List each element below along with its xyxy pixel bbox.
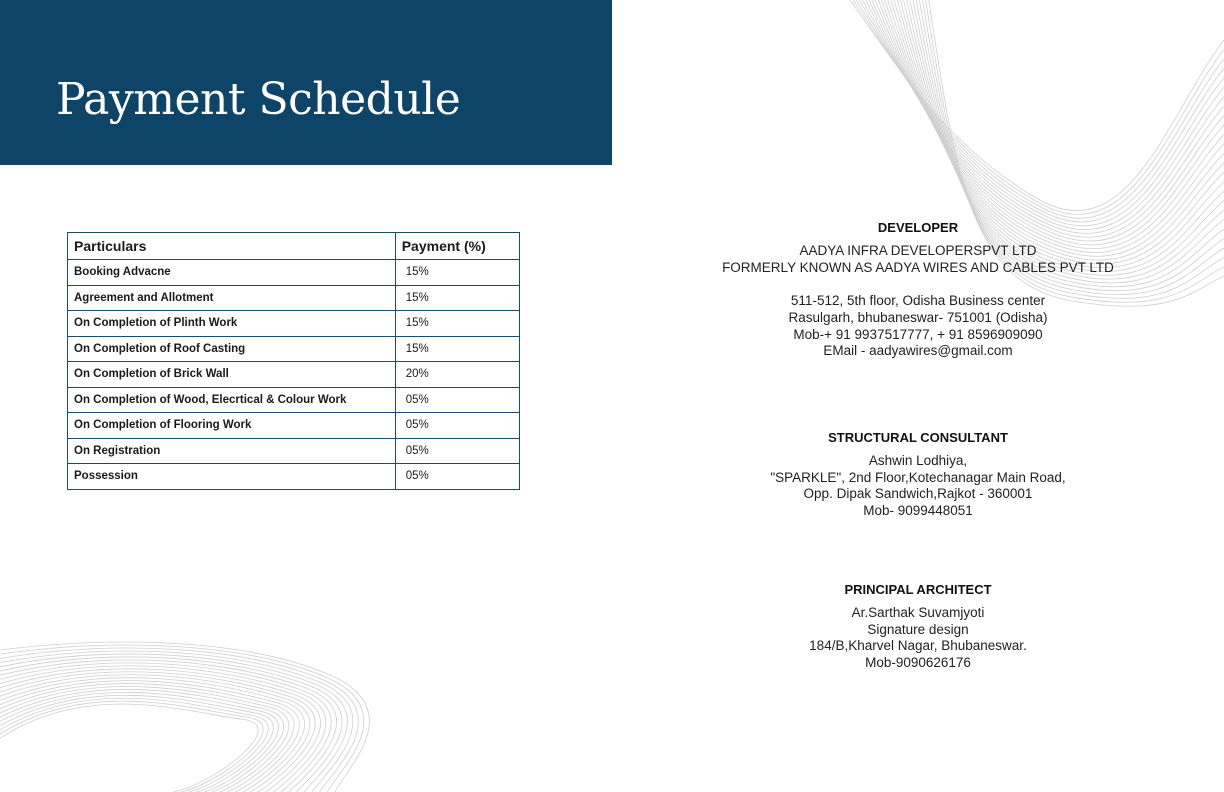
wave-line: [0, 654, 347, 792]
principal-architect-block: [612, 581, 1224, 672]
particular-cell: On Completion of Wood, Elecrtical & Colour Work: [68, 387, 396, 413]
structural-consultant-name: Ashwin Lodhiya,: [868, 453, 968, 468]
wave-line: [0, 692, 279, 792]
wave-line: [0, 666, 326, 792]
particular-cell: On Completion of Roof Casting: [68, 336, 396, 362]
payment-cell: 15%: [395, 260, 519, 286]
wave-line: [0, 687, 289, 792]
particular-cell: On Completion of Plinth Work: [68, 311, 396, 337]
principal-architect-address: 184/B,Kharvel Nagar, Bhubaneswar.: [809, 638, 1027, 654]
wave-line: [0, 678, 305, 792]
payment-cell: 05%: [395, 438, 519, 464]
developer-company-name: AADYA INFRA DEVELOPERSPVT LTD: [799, 243, 1037, 258]
table-header-row: [68, 233, 520, 260]
table-row: [68, 311, 520, 337]
wave-line: [0, 648, 358, 792]
wave-line: [0, 698, 268, 792]
title-banner: [0, 0, 612, 165]
particular-cell: On Completion of Brick Wall: [68, 362, 396, 388]
table-row: [68, 260, 520, 286]
wave-line: [0, 689, 284, 792]
column-header-payment: Payment (%): [395, 233, 519, 260]
wave-line: [0, 672, 315, 792]
payment-cell: 20%: [395, 362, 519, 388]
structural-consultant-address-line-2: Opp. Dipak Sandwich,Rajkot - 360001: [803, 486, 1033, 502]
table-row: [68, 362, 520, 388]
wave-line: [0, 642, 369, 792]
principal-architect-name: Ar.Sarthak Suvamjyoti: [851, 605, 985, 620]
developer-former-name: FORMERLY KNOWN AS AADYA WIRES AND CABLES PVT LTD: [722, 259, 1114, 275]
table-row: [68, 387, 520, 413]
payment-cell: 15%: [395, 311, 519, 337]
table-row: [68, 285, 520, 311]
particular-cell: Booking Advacne: [68, 260, 396, 286]
payment-cell: 15%: [395, 336, 519, 362]
developer-heading: DEVELOPER: [877, 220, 959, 235]
developer-phone: Mob-+ 91 9937517777, + 91 8596909090: [793, 326, 1043, 342]
payment-cell: 15%: [395, 285, 519, 311]
table-row: [68, 464, 520, 490]
particular-cell: On Registration: [68, 438, 396, 464]
table-row: [68, 413, 520, 439]
wave-line: [0, 657, 342, 792]
wave-line: [0, 695, 273, 792]
principal-architect-heading: PRINCIPAL ARCHITECT: [844, 582, 992, 597]
developer-spacer: [612, 276, 1224, 293]
structural-consultant-heading: STRUCTURAL CONSULTANT: [828, 430, 1008, 445]
wave-line: [0, 681, 299, 792]
payment-cell: 05%: [395, 464, 519, 490]
particular-cell: Possession: [68, 464, 396, 490]
principal-architect-phone: Mob-9090626176: [865, 655, 971, 671]
payment-cell: 05%: [395, 413, 519, 439]
principal-architect-firm: Signature design: [867, 621, 969, 637]
developer-email: EMail - aadyawires@gmail.com: [823, 343, 1013, 359]
wave-line: [0, 704, 258, 792]
particular-cell: Agreement and Allotment: [68, 285, 396, 311]
structural-consultant-address-line-1: "SPARKLE", 2nd Floor,Kotechanagar Main Road,: [770, 469, 1066, 485]
payment-cell: 05%: [395, 387, 519, 413]
structural-consultant-phone: Mob- 9099448051: [863, 503, 973, 519]
wave-line: [0, 701, 263, 792]
table-row: [68, 438, 520, 464]
table-row: [68, 336, 520, 362]
particular-cell: On Completion of Flooring Work: [68, 413, 396, 439]
wave-line: [0, 651, 353, 792]
developer-block: [612, 219, 1224, 360]
column-header-particulars: Particulars: [68, 233, 396, 260]
payment-schedule-table: [67, 232, 520, 490]
wave-line: [0, 684, 294, 792]
contacts-panel: [612, 0, 1224, 792]
page-title: Payment Schedule: [56, 74, 461, 125]
wave-line: [0, 645, 364, 792]
developer-address-line-1: 511-512, 5th floor, Odisha Business center: [790, 293, 1046, 309]
wave-line: [0, 675, 310, 792]
decorative-wave-lines-bottom-left: [0, 630, 380, 792]
wave-line: [0, 663, 331, 792]
developer-address-line-2: Rasulgarh, bhubaneswar- 751001 (Odisha): [788, 309, 1048, 325]
structural-consultant-block: [612, 429, 1224, 520]
wave-line: [0, 669, 320, 792]
wave-line: [0, 660, 337, 792]
